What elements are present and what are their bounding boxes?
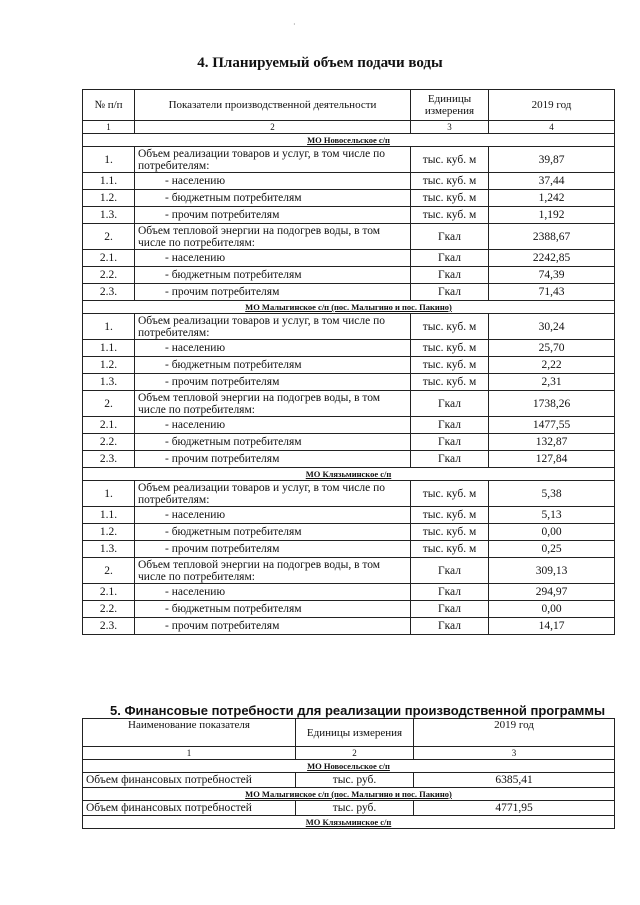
row-value: 2,31 (489, 374, 615, 391)
row-number: 2.2. (83, 267, 135, 284)
row-number: 1.2. (83, 357, 135, 374)
row-value: 1738,26 (489, 391, 615, 417)
row-number: 1. (83, 314, 135, 340)
column-number-1: 1 (83, 121, 135, 134)
row-value: 2388,67 (489, 224, 615, 250)
row-value: 2242,85 (489, 250, 615, 267)
row-label: - бюджетным потребителям (135, 267, 411, 284)
row-number: 1.3. (83, 541, 135, 558)
column-number-2: 2 (135, 121, 411, 134)
row-unit: Гкал (411, 584, 489, 601)
header-name: Наименование показателя (83, 719, 296, 747)
table-row (83, 558, 615, 584)
row-number: 2.3. (83, 284, 135, 301)
row-unit: Гкал (411, 601, 489, 618)
financial-needs-table (82, 718, 615, 829)
table-row (83, 584, 615, 601)
row-value: 1477,55 (489, 417, 615, 434)
row-unit: тыс. куб. м (411, 524, 489, 541)
column-number-4: 4 (489, 121, 615, 134)
header-indicator: Показатели производственной деятельности (135, 90, 411, 121)
row-value: 5,38 (489, 481, 615, 507)
row-unit: Гкал (411, 618, 489, 635)
row-unit: тыс. куб. м (411, 374, 489, 391)
table-row (83, 601, 615, 618)
row-number: 2.1. (83, 584, 135, 601)
row-value: 37,44 (489, 173, 615, 190)
row-label: - бюджетным потребителям (135, 524, 411, 541)
row-label: - прочим потребителям (135, 618, 411, 635)
header-row (83, 719, 615, 747)
header-row (83, 90, 615, 121)
column-number-3: 3 (411, 121, 489, 134)
row-unit: Гкал (411, 417, 489, 434)
row-label: - бюджетным потребителям (135, 190, 411, 207)
row-number: 1. (83, 481, 135, 507)
row-number: 1.1. (83, 340, 135, 357)
table-row (83, 541, 615, 558)
section-header-row (83, 301, 615, 314)
header-unit: Единицы измерения (411, 90, 489, 121)
table-row (83, 147, 615, 173)
table-row (83, 374, 615, 391)
table-row (83, 340, 615, 357)
section-header-row (83, 468, 615, 481)
row-number: 2.2. (83, 601, 135, 618)
header-unit: Единицы измерения (296, 719, 414, 747)
section-name: МО Клязьминское с/п (83, 816, 615, 829)
row-number: 2.1. (83, 417, 135, 434)
row-unit: тыс. куб. м (411, 147, 489, 173)
row-label: - населению (135, 250, 411, 267)
row-value: 132,87 (489, 434, 615, 451)
row-label: Объем реализации товаров и услуг, в том числе по потребителям: (135, 314, 411, 340)
row-value: 1,192 (489, 207, 615, 224)
table-row (83, 481, 615, 507)
row-value: 0,00 (489, 524, 615, 541)
row-unit: тыс. руб. (296, 773, 414, 788)
row-value: 127,84 (489, 451, 615, 468)
table-row (83, 267, 615, 284)
table-row (83, 507, 615, 524)
row-label: Объем тепловой энергии на подогрев воды, в том числе по потребителям: (135, 391, 411, 417)
row-unit: тыс. куб. м (411, 173, 489, 190)
row-unit: Гкал (411, 451, 489, 468)
row-value: 71,43 (489, 284, 615, 301)
table-row (83, 434, 615, 451)
row-label: - населению (135, 173, 411, 190)
row-label: Объем тепловой энергии на подогрев воды, в том числе по потребителям: (135, 558, 411, 584)
section-title-water-supply: 4. Планируемый объем подачи воды (197, 55, 443, 71)
row-number: 1.1. (83, 173, 135, 190)
table-row (83, 773, 615, 788)
table-row (83, 391, 615, 417)
row-label: - прочим потребителям (135, 207, 411, 224)
row-unit: Гкал (411, 267, 489, 284)
row-label: - прочим потребителям (135, 284, 411, 301)
row-unit: тыс. куб. м (411, 357, 489, 374)
row-number: 2. (83, 224, 135, 250)
row-label: Объем финансовых потребностей (83, 773, 296, 788)
row-number: 2. (83, 558, 135, 584)
table-row (83, 224, 615, 250)
row-value: 6385,41 (414, 773, 615, 788)
row-unit: Гкал (411, 284, 489, 301)
row-value: 30,24 (489, 314, 615, 340)
header-year: 2019 год (414, 719, 615, 747)
header-year: 2019 год (489, 90, 615, 121)
section-name: МО Новосельское с/п (83, 134, 615, 147)
row-number: 1.1. (83, 507, 135, 524)
row-unit: тыс. руб. (296, 801, 414, 816)
row-number: 2.3. (83, 451, 135, 468)
row-value: 2,22 (489, 357, 615, 374)
row-label: Объем реализации товаров и услуг, в том числе по потребителям: (135, 481, 411, 507)
table-row (83, 417, 615, 434)
row-value: 0,25 (489, 541, 615, 558)
table-row (83, 173, 615, 190)
row-unit: Гкал (411, 250, 489, 267)
column-number-row (83, 747, 615, 760)
row-unit: тыс. куб. м (411, 190, 489, 207)
row-value: 1,242 (489, 190, 615, 207)
table-row (83, 357, 615, 374)
column-number-3: 3 (414, 747, 615, 760)
row-unit: Гкал (411, 224, 489, 250)
row-number: 1.3. (83, 374, 135, 391)
row-value: 39,87 (489, 147, 615, 173)
row-unit: тыс. куб. м (411, 340, 489, 357)
section-header-row (83, 760, 615, 773)
row-unit: Гкал (411, 391, 489, 417)
row-label: Объем реализации товаров и услуг, в том числе по потребителям: (135, 147, 411, 173)
row-unit: Гкал (411, 558, 489, 584)
row-value: 74,39 (489, 267, 615, 284)
row-number: 1. (83, 147, 135, 173)
column-number-2: 2 (296, 747, 414, 760)
section-name: МО Малыгинское с/п (пос. Малыгино и пос. Пакино) (83, 788, 615, 801)
table-row (83, 190, 615, 207)
row-number: 2.2. (83, 434, 135, 451)
row-label: - населению (135, 417, 411, 434)
row-unit: тыс. куб. м (411, 541, 489, 558)
table-row (83, 451, 615, 468)
row-unit: тыс. куб. м (411, 481, 489, 507)
row-value: 25,70 (489, 340, 615, 357)
section-title-financial-needs: 5. Финансовые потребности для реализации производственной программы (110, 703, 606, 718)
row-label: - бюджетным потребителям (135, 357, 411, 374)
row-label: - бюджетным потребителям (135, 601, 411, 618)
table-row (83, 250, 615, 267)
row-label: - населению (135, 507, 411, 524)
section-name: МО Новосельское с/п (83, 760, 615, 773)
row-label: - прочим потребителям (135, 451, 411, 468)
row-label: - прочим потребителям (135, 541, 411, 558)
row-label: - населению (135, 584, 411, 601)
table-row (83, 314, 615, 340)
row-number: 1.3. (83, 207, 135, 224)
column-number-row (83, 121, 615, 134)
column-number-1: 1 (83, 747, 296, 760)
section-header-row (83, 134, 615, 147)
row-value: 309,13 (489, 558, 615, 584)
water-supply-table (82, 89, 615, 635)
row-label: Объем финансовых потребностей (83, 801, 296, 816)
row-value: 294,97 (489, 584, 615, 601)
row-value: 4771,95 (414, 801, 615, 816)
row-unit: тыс. куб. м (411, 314, 489, 340)
section-header-row (83, 816, 615, 829)
row-label: - бюджетным потребителям (135, 434, 411, 451)
row-number: 1.2. (83, 524, 135, 541)
row-number: 2. (83, 391, 135, 417)
row-number: 2.3. (83, 618, 135, 635)
row-number: 1.2. (83, 190, 135, 207)
row-value: 5,13 (489, 507, 615, 524)
row-label: - населению (135, 340, 411, 357)
table-row (83, 284, 615, 301)
row-label: - прочим потребителям (135, 374, 411, 391)
row-unit: Гкал (411, 434, 489, 451)
row-number: 2.1. (83, 250, 135, 267)
section-name: МО Малыгинское с/п (пос. Малыгино и пос. Пакино) (83, 301, 615, 314)
row-label: Объем тепловой энергии на подогрев воды, в том числе по потребителям: (135, 224, 411, 250)
row-value: 14,17 (489, 618, 615, 635)
table-row (83, 801, 615, 816)
table-row (83, 207, 615, 224)
row-value: 0,00 (489, 601, 615, 618)
table-row (83, 618, 615, 635)
table-row (83, 524, 615, 541)
header-number: № п/п (83, 90, 135, 121)
row-unit: тыс. куб. м (411, 207, 489, 224)
scan-speck: · (293, 20, 296, 29)
section-header-row (83, 788, 615, 801)
section-name: МО Клязьминское с/п (83, 468, 615, 481)
row-unit: тыс. куб. м (411, 507, 489, 524)
